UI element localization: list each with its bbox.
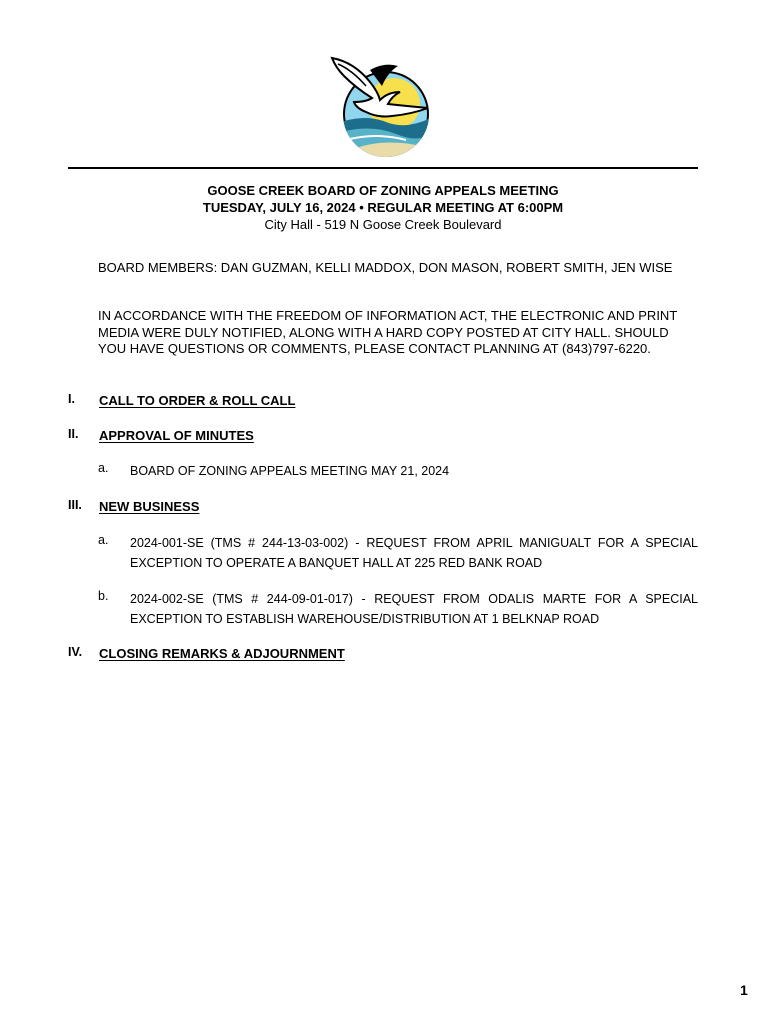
section-heading: NEW BUSINESS xyxy=(99,499,200,514)
section-number: II. xyxy=(68,427,79,441)
item-text: BOARD OF ZONING APPEALS MEETING MAY 21, 2024 xyxy=(130,464,450,478)
item-letter: a. xyxy=(98,461,109,475)
board-members: BOARD MEMBERS: DAN GUZMAN, KELLI MADDOX, DON MASON, ROBERT SMITH, JEN WISE xyxy=(98,260,673,275)
item-letter: a. xyxy=(98,533,109,547)
header-rule xyxy=(68,167,698,169)
meeting-date: TUESDAY, JULY 16, 2024 • REGULAR MEETING AT 6:00PM xyxy=(202,200,564,215)
section-number: III. xyxy=(68,498,82,512)
section-heading: CLOSING REMARKS & ADJOURNMENT xyxy=(99,646,345,661)
meeting-header xyxy=(68,182,698,233)
meeting-title: GOOSE CREEK BOARD OF ZONING APPEALS MEETING xyxy=(207,183,559,198)
page-number: 1 xyxy=(740,982,748,998)
section-heading: APPROVAL OF MINUTES xyxy=(99,428,254,443)
section-number: I. xyxy=(68,392,75,406)
foia-notice: IN ACCORDANCE WITH THE FREEDOM OF INFORMATION ACT, THE ELECTRONIC AND PRINT MEDIA WERE DULY NOTIFIED, ALONG WITH A HARD COPY POSTED AT CITY HALL. SHOULD YOU HAVE QUESTIONS OR COMMENTS, PLEASE CONTACT PLANNING AT (843)797-6220. xyxy=(98,308,678,356)
section-number: IV. xyxy=(68,645,83,659)
item-text: 2024-001-SE (TMS # 244-13-03-002) - REQUEST FROM APRIL MANIGUALT FOR A SPECIAL EXCEPTION TO OPERATE A BANQUET HALL AT 225 RED BANK ROAD xyxy=(130,536,698,570)
meeting-location: City Hall - 519 N Goose Creek Boulevard xyxy=(264,217,502,232)
item-text: 2024-002-SE (TMS # 244-09-01-017) - REQUEST FROM ODALIS MARTE FOR A SPECIAL EXCEPTION TO ESTABLISH WAREHOUSE/DISTRIBUTION AT 1 BELKNAP ROAD xyxy=(130,592,698,626)
item-letter: b. xyxy=(98,589,109,603)
goose-creek-seagull-logo-icon xyxy=(326,52,438,162)
section-heading: CALL TO ORDER & ROLL CALL xyxy=(99,393,296,408)
